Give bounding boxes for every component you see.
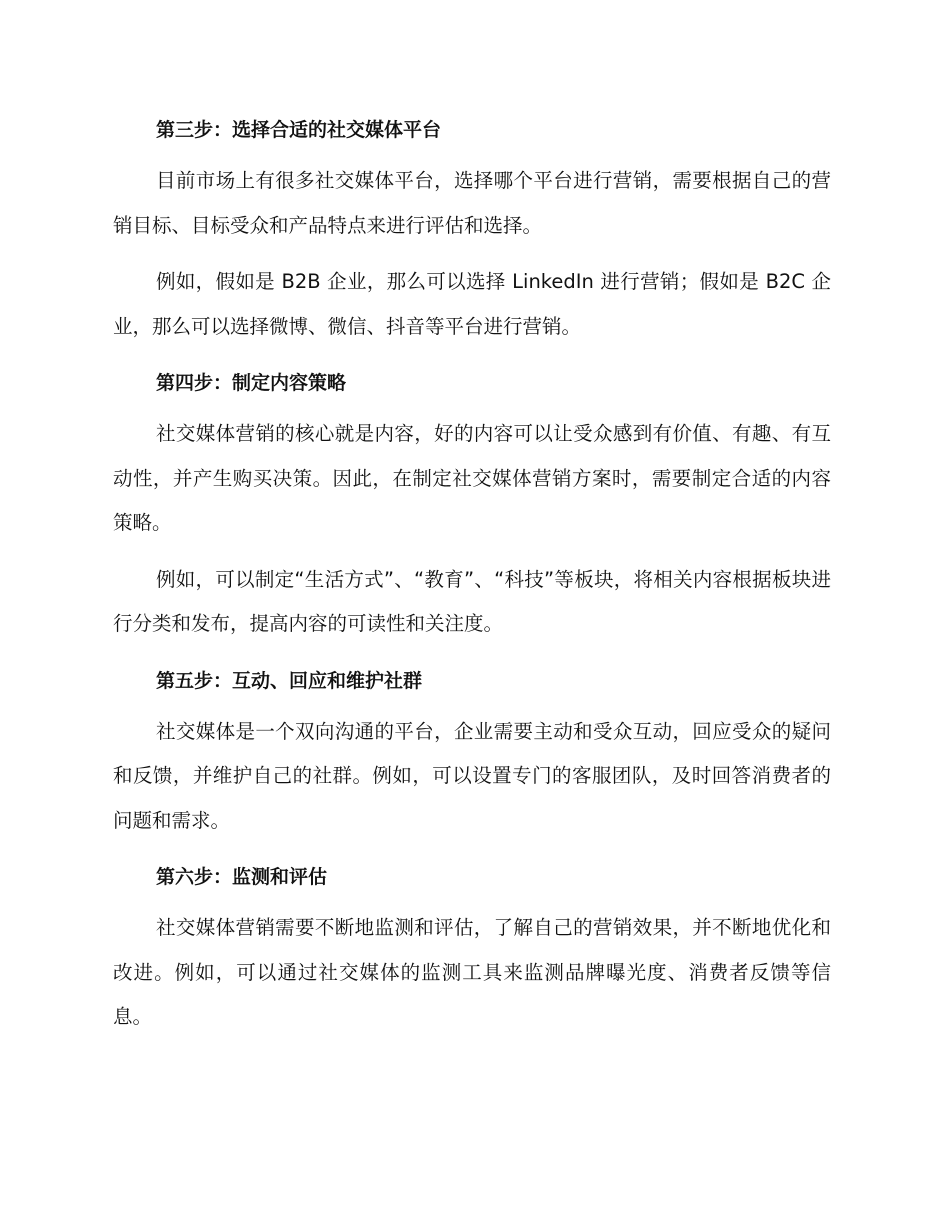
section-heading-step4: 第四步：制定内容策略 (156, 372, 347, 394)
paragraph: 社交媒体是一个双向沟通的平台，企业需要主动和受众互动，回应受众的疑问和反馈，并维护自己的社群。例如，可以设置专门的客服团队，及时回答消费者的问题和需求。 (113, 719, 831, 832)
section-heading-step3: 第三步：选择合适的社交媒体平台 (156, 119, 442, 141)
paragraph: 例如，可以制定“生活方式”、“教育”、“科技”等板块，将相关内容根据板块进行分类和发布，提高内容的可读性和关注度。 (113, 567, 831, 635)
paragraph: 社交媒体营销需要不断地监测和评估，了解自己的营销效果，并不断地优化和改进。例如，可以通过社交媒体的监测工具来监测品牌曝光度、消费者反馈等信息。 (113, 916, 831, 1028)
paragraph: 例如，假如是 B2B 企业，那么可以选择 LinkedIn 进行营销；假如是 B2C 企业，那么可以选择微博、微信、抖音等平台进行营销。 (113, 270, 831, 338)
document-page (113, 108, 831, 1052)
section-heading-step6: 第六步：监测和评估 (156, 866, 328, 888)
paragraph: 目前市场上有很多社交媒体平台，选择哪个平台进行营销，需要根据自己的营销目标、目标受众和产品特点来进行评估和选择。 (113, 169, 831, 237)
paragraph: 社交媒体营销的核心就是内容，好的内容可以让受众感到有价值、有趣、有互动性，并产生购买决策。因此，在制定社交媒体营销方案时，需要制定合适的内容策略。 (113, 422, 831, 534)
section-heading-step5: 第五步：互动、回应和维护社群 (156, 669, 423, 692)
